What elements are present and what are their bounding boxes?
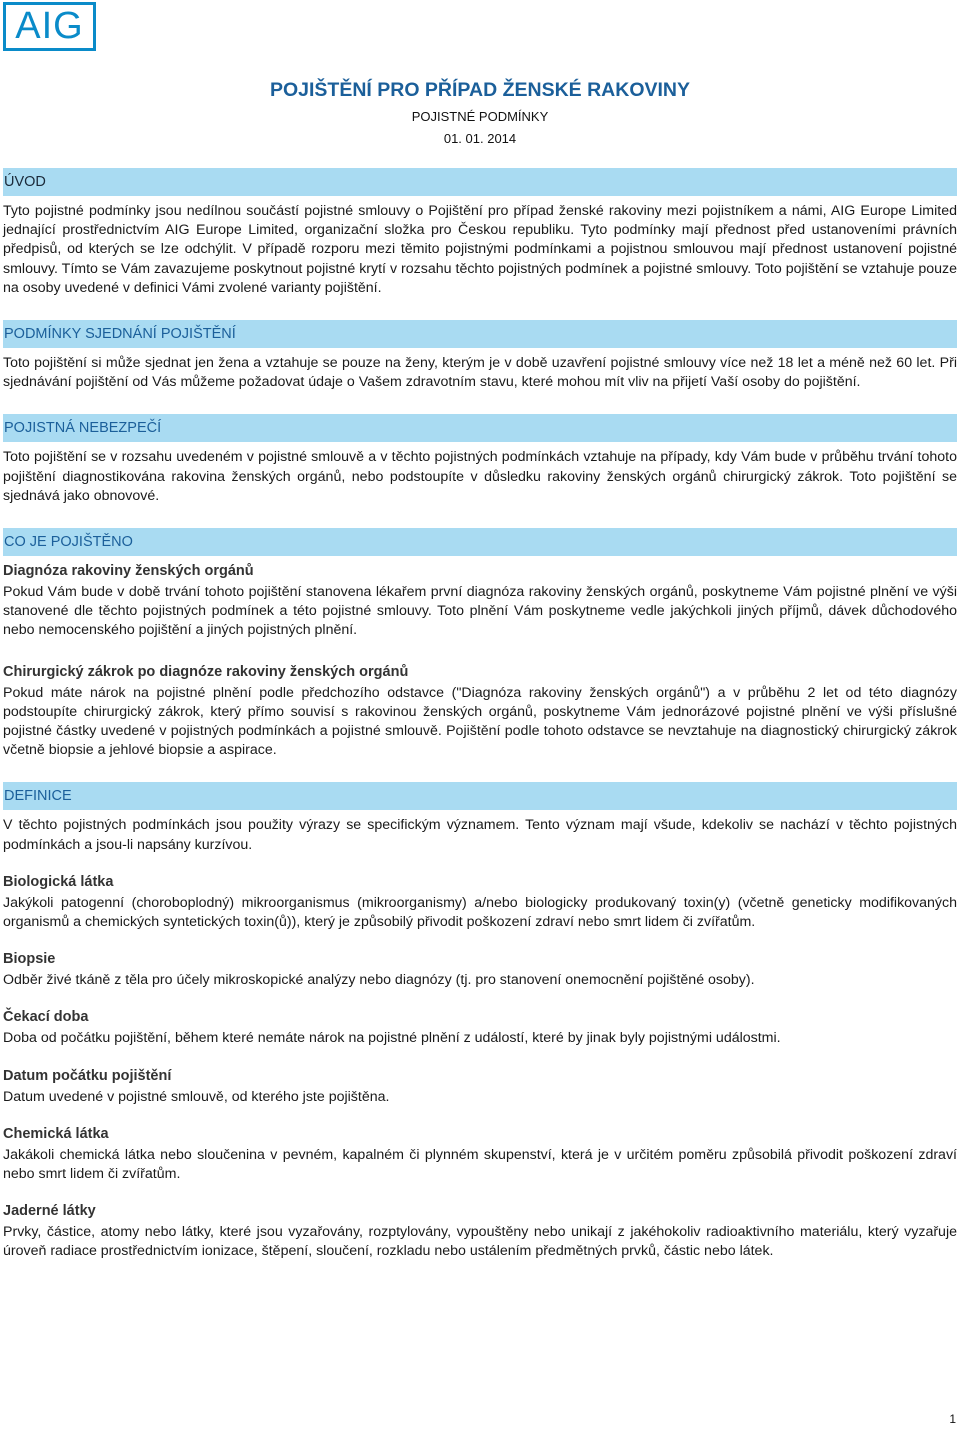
document-date: 01. 01. 2014	[443, 131, 517, 146]
definition-term: Čekací doba	[3, 1009, 89, 1026]
text-definice-intro: V těchto pojistných podmínkách jsou použity výrazy se specifickým významem. Tento význam mají všude, kdekoliv se nachází v těchto pojistných podmínkách a jsou-li napsány kurzívou.	[3, 817, 957, 853]
section-text-podminky: Toto pojištění si může sjednat jen žena a vztahuje se pouze na ženy, kterým je v době uzavření pojistné smlouvy více než 18 let a méně než 60 let. Při sjednávání pojištění od Vás můžeme požadovat údaje o Vašem zdravotním stavu, které mohou mít vliv na přijetí Vaší osoby do pojištění.	[3, 355, 957, 391]
definition-term: Biologická látka	[3, 873, 114, 890]
definition-item	[3, 950, 957, 990]
definition-text: Prvky, částice, atomy nebo látky, které jsou vyzařovány, rozptylovány, vypouštěny nebo unikají z jakéhokoliv radioaktivního materiálu, který vyzařuje úroveň radiace prostřednictvím ionizace, štěpení, sloučení, rozkladu nebo ustálením předmětných prvků, částic nebo látek.	[3, 1224, 957, 1260]
text-diagnoza: Pokud Vám bude v době trvání tohoto pojištění stanovena lékařem první diagnóza rakoviny ženských orgánů, poskytneme Vám pojistné plnění ve výši stanovené dle těchto pojistných podmínek a této pojistné smlouvy. Toto plnění Vám poskytneme vedle jakýchkoli jiných příjmů, dávek důchodového nebo nemocenského pojištění a jiných pojistných plnění.	[3, 584, 957, 639]
document-body	[3, 168, 957, 1262]
definition-text: Datum uvedené v pojistné smlouvě, od kterého jste pojištěna.	[3, 1088, 390, 1105]
document-title: POJIŠTĚNÍ PRO PŘÍPAD ŽENSKÉ RAKOVINY	[269, 79, 691, 101]
document-header	[0, 78, 960, 148]
section-heading-nebezpeci: POJISTNÁ NEBEZPEČÍ	[3, 414, 957, 442]
definition-text: Odběr živé tkáně z těla pro účely mikroskopické analýzy nebo diagnózy (tj. pro stanovení onemocnění pojištěné osoby).	[3, 972, 755, 989]
definition-item	[3, 1008, 957, 1048]
definition-term: Biopsie	[3, 951, 56, 968]
subheading-chirurgicky-zakrok: Chirurgický zákrok po diagnóze rakoviny ženských orgánů	[3, 663, 409, 680]
page-number: 1	[949, 1412, 956, 1426]
section-heading-podminky: PODMÍNKY SJEDNÁNÍ POJIŠTĚNÍ	[3, 320, 957, 348]
section-text-uvod: Tyto pojistné podmínky jsou nedílnou součástí pojistné smlouvy o Pojištění pro případ ženské rakoviny mezi pojistníkem a námi, AIG Europe Limited jednající prostřednictvím AIG Europe Limited, organizační složka pro Českou republiku. Tyto podmínky mají přednost před ustanoveními právních předpisů, od kterých se lze odchýlit. V případě rozporu mezi těmito pojistnými podmínkami a pojistnou smlouvou mají přednost ustanovení pojistné smlouvy. Tímto se Vám zavazujeme poskytnout pojistné krytí v rozsahu těchto pojistných podmínek a pojistné smlouvy. Toto pojištění se vztahuje pouze na osoby uvedené v definici Vámi zvolené varianty pojištění.	[3, 203, 957, 296]
text-chirurgicky-zakrok: Pokud máte nárok na pojistné plnění podle předchozího odstavce ("Diagnóza rakoviny ženských orgánů") a v průběhu 2 let od této diagnózy podstoupíte chirurgický zákrok, který přímo souvisí s rakovinou ženských orgánů, poskytneme Vám jednorázové pojistné plnění ve výši příslušné pojistné částky uvedené v pojistných podmínkách a pojistné smlouvě. Pojištění podle tohoto odstavce se nevztahuje na diagnostický chirurgický zákrok včetně biopsie a jehlové biopsie a aspirace.	[3, 684, 957, 759]
definition-text: Doba od počátku pojištění, během které nemáte nárok na pojistné plnění z událostí, které by jinak byly pojistnými událostmi.	[3, 1030, 781, 1047]
definition-item	[3, 1067, 957, 1107]
definition-item	[3, 873, 957, 932]
definition-item	[3, 1202, 957, 1261]
section-text-nebezpeci: Toto pojištění se v rozsahu uvedeném v pojistné smlouvě a v těchto pojistných podmínkách vztahuje na případy, kdy Vám bude v průběhu trvání tohoto pojištění diagnostikována rakovina ženských orgánů, nebo podstoupíte v důsledku rakoviny ženských orgánů chirurgický zákrok. Toto pojištění se sjednává jako obnovové.	[3, 449, 957, 504]
definition-text: Jakýkoli patogenní (choroboplodný) mikroorganismus (mikroorganismy) a/nebo biologicky produkovaný toxin(y) (včetně geneticky modifikovaných organismů a chemických syntetických toxin(ů)), který je způsobilý přivodit poškození zdraví nebo smrt lidem či zvířatům.	[3, 894, 957, 931]
section-heading-uvod: ÚVOD	[3, 168, 957, 196]
subheading-diagnoza: Diagnóza rakoviny ženských orgánů	[3, 563, 254, 580]
section-heading-pojisteno: CO JE POJIŠTĚNO	[3, 528, 957, 556]
definition-term: Jaderné látky	[3, 1203, 96, 1220]
section-heading-definice: DEFINICE	[3, 782, 957, 810]
definition-text: Jakákoli chemická látka nebo sloučenina v pevném, kapalném či plynném skupenství, která je v určitém poměru způsobilá přivodit poškození zdraví nebo smrt lidem či zvířatům.	[3, 1146, 957, 1183]
document-subtitle: POJISTNÉ PODMÍNKY	[411, 109, 549, 124]
aig-logo: AIG	[3, 2, 96, 51]
definition-item	[3, 1125, 957, 1184]
definition-term: Datum počátku pojištění	[3, 1067, 172, 1084]
definition-term: Chemická látka	[3, 1125, 109, 1142]
